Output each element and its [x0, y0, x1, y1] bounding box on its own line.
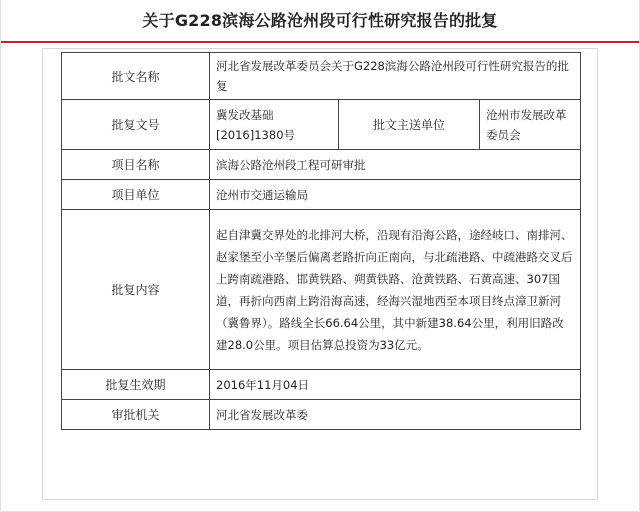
doc-name-value: 河北省发展改革委员会关于G228滨海公路沧州段可行性研究报告的批复 [210, 53, 581, 100]
page-title: 关于G228滨海公路沧州段可行性研究报告的批复 [1, 0, 639, 43]
table-row [62, 150, 581, 180]
table-row [62, 370, 581, 400]
content-label: 批复内容 [62, 210, 210, 370]
table-row [62, 400, 581, 430]
authority-value: 河北省发展改革委 [210, 400, 581, 430]
content-value: 起自津冀交界处的北排河大桥，沿现有沿海公路，途经岐口、南排河、赵家堡至小辛堡后偏离老路折向正南向，与北疏港路、中疏港路交叉后上跨南疏港路、邯黄铁路、朔黄铁路、沧黄铁路、石黄高速、307国道，再折向西南上跨沿海高速，经海兴湿地西至本项目终点漳卫新河（冀鲁界）。路线全长66.64公里，其中新建38.64公里，利用旧路改建28.0公里。项目估算总投资为33亿元。 [210, 210, 581, 370]
authority-label: 审批机关 [62, 400, 210, 430]
project-unit-label: 项目单位 [62, 180, 210, 210]
project-unit-value: 沧州市交通运输局 [210, 180, 581, 210]
effective-date-label: 批复生效期 [62, 370, 210, 400]
send-unit-label: 批文主送单位 [339, 100, 480, 150]
doc-number-value: 冀发改基础[2016]1380号 [210, 100, 339, 150]
doc-name-label: 批文名称 [62, 53, 210, 100]
table-row [62, 100, 581, 150]
doc-number-label: 批复文号 [62, 100, 210, 150]
approval-table [61, 52, 581, 430]
effective-date-value: 2016年11月04日 [210, 370, 581, 400]
send-unit-value: 沧州市发展改革委员会 [480, 100, 581, 150]
table-row [62, 53, 581, 100]
project-name-value: 滨海公路沧州段工程可研审批 [210, 150, 581, 180]
table-row [62, 180, 581, 210]
table-row [62, 210, 581, 370]
project-name-label: 项目名称 [62, 150, 210, 180]
